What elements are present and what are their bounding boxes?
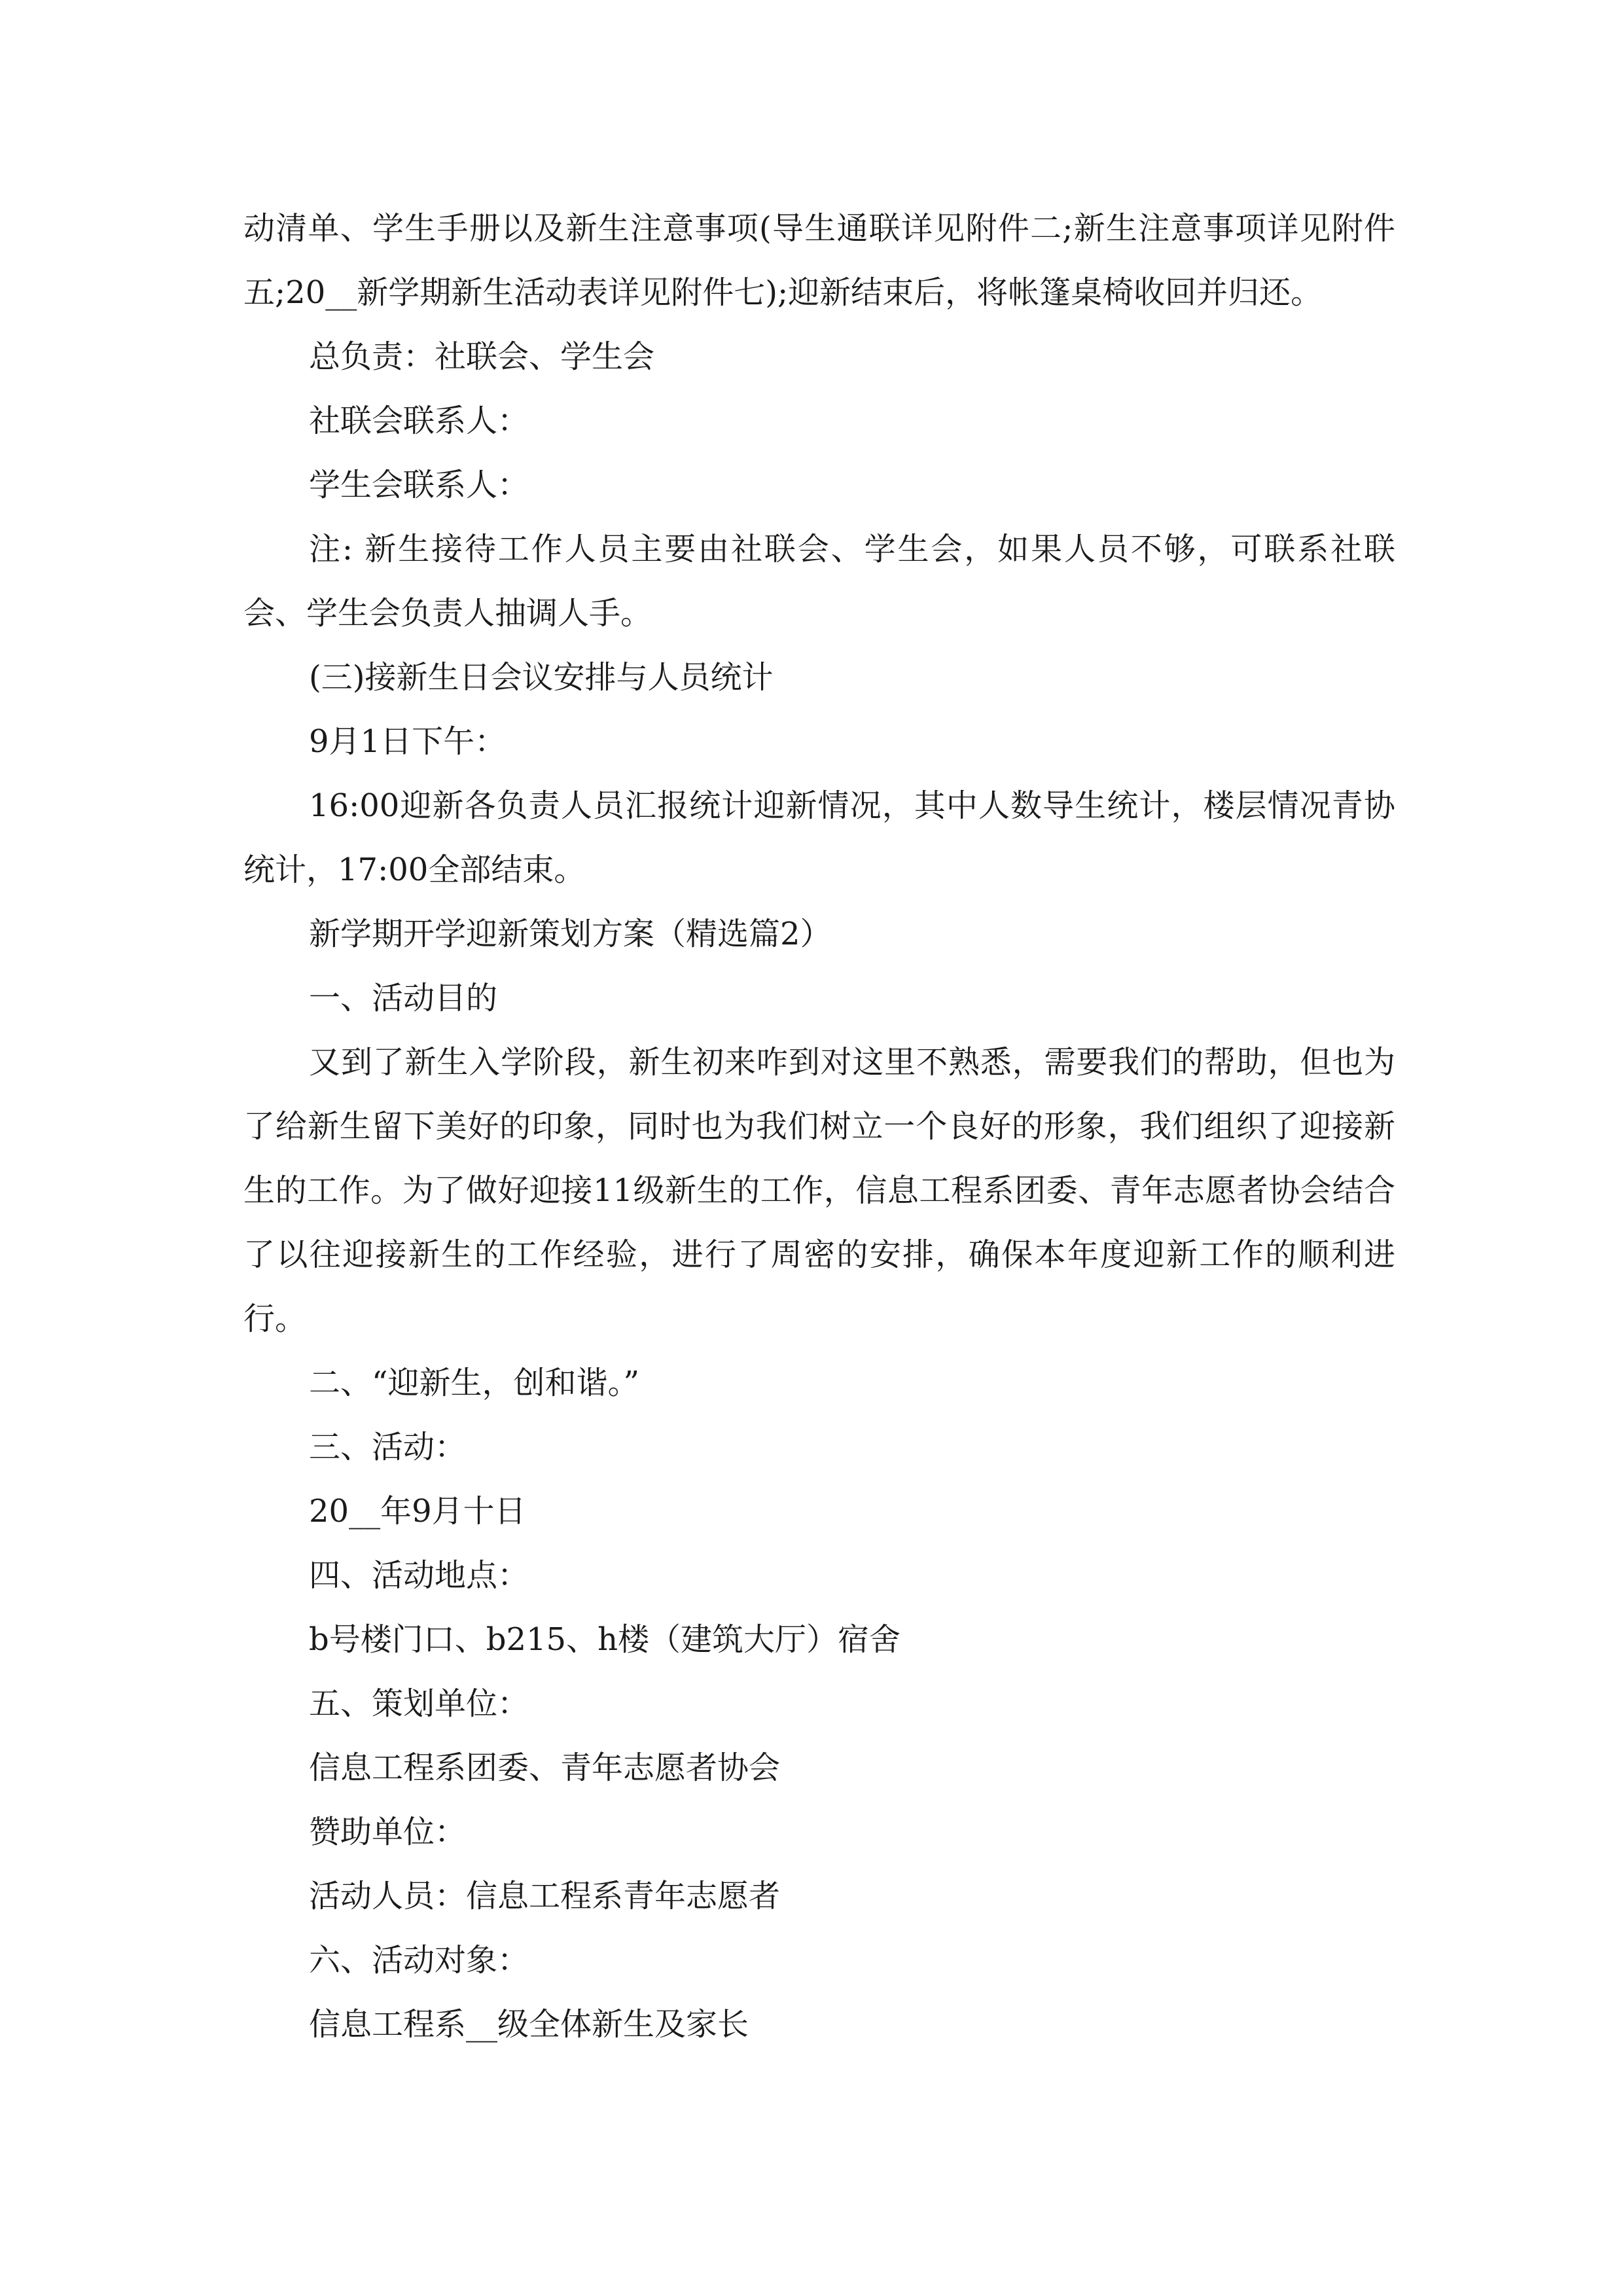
paragraph-12: 二、“迎新生，创和谐。” <box>309 1365 640 1401</box>
paragraph-4: 学生会联系人： <box>309 467 529 503</box>
paragraph-5: 注: 新生接待工作人员主要由社联会、学生会，如果人员不够，可联系社联会、学生会负责人抽调人手。 <box>243 531 1395 632</box>
paragraph-10: 一、活动目的 <box>309 980 498 1016</box>
paragraph-17: 五、策划单位： <box>309 1685 529 1722</box>
paragraph-16: b号楼门口、b215、h楼（建筑大厅）宿舍 <box>309 1621 901 1658</box>
paragraph-3: 社联会联系人： <box>309 403 529 439</box>
paragraph-14: 20__年9月十日 <box>309 1493 526 1530</box>
paragraph-6: (三)接新生日会议安排与人员统计 <box>309 659 774 696</box>
paragraph-20: 活动人员：信息工程系青年志愿者 <box>309 1878 781 1914</box>
paragraph-7: 9月1日下午： <box>309 723 507 760</box>
paragraph-2: 总负责：社联会、学生会 <box>309 338 655 375</box>
paragraph-15: 四、活动地点： <box>309 1557 529 1594</box>
document-body <box>243 196 1395 2056</box>
section-heading: 新学期开学迎新策划方案（精选篇2） <box>309 916 832 952</box>
paragraph-21: 六、活动对象： <box>309 1942 529 1979</box>
paragraph-13: 三、活动： <box>309 1429 467 1465</box>
paragraph-22: 信息工程系__级全体新生及家长 <box>309 2006 749 2043</box>
paragraph-11: 又到了新生入学阶段，新生初来咋到对这里不熟悉，需要我们的帮助，但也为了给新生留下美好的印象，同时也为我们树立一个良好的形象，我们组织了迎接新生的工作。为了做好迎接11级新生的工作，信息工程系团委、青年志愿者协会结合了以往迎接新生的工作经验，进行了周密的安排，确保本年度迎新工作的顺利进行。 <box>243 1044 1395 1337</box>
paragraph-19: 赞助单位： <box>309 1814 467 1850</box>
paragraph-1: 动清单、学生手册以及新生注意事项(导生通联详见附件二;新生注意事项详见附件五;20__新学期新生活动表详见附件七);迎新结束后，将帐篷桌椅收回并归还。 <box>243 210 1395 311</box>
paragraph-8: 16:00迎新各负责人员汇报统计迎新情况，其中人数导生统计，楼层情况青协统计，17:00全部结束。 <box>243 787 1395 888</box>
paragraph-18: 信息工程系团委、青年志愿者协会 <box>309 1749 781 1786</box>
